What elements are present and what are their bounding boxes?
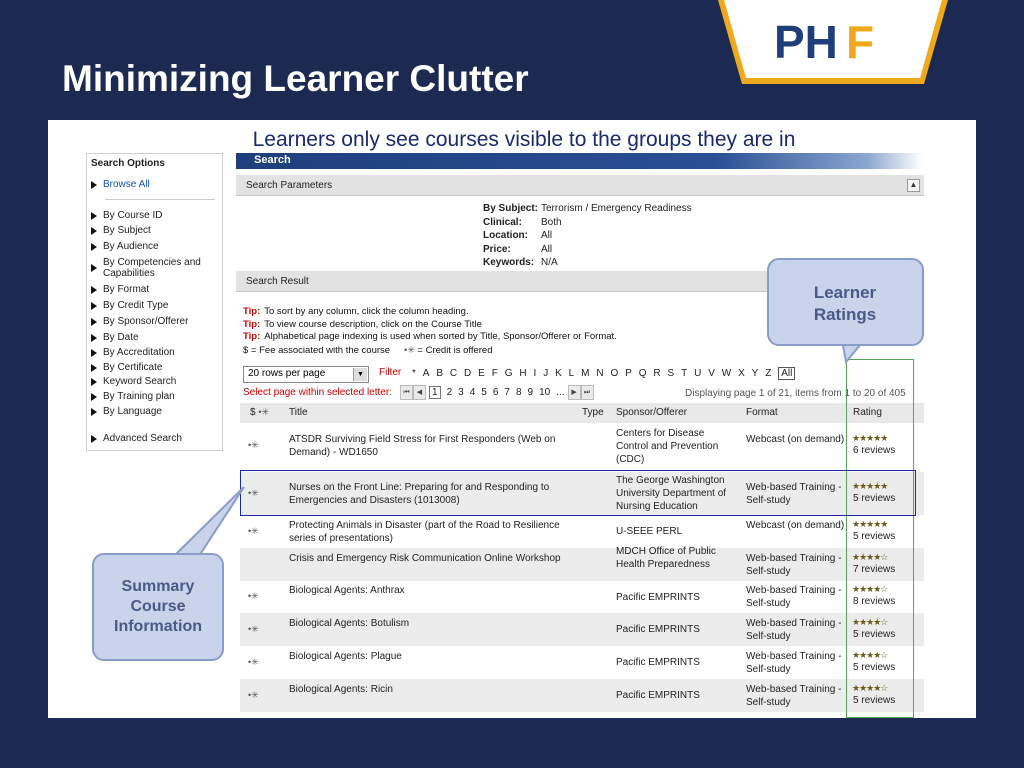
arrow-right-icon xyxy=(91,227,97,235)
course-format: Web-based Training - Self-study xyxy=(746,481,842,506)
arrow-right-icon xyxy=(91,408,97,416)
filter-letter[interactable]: K xyxy=(555,368,562,379)
course-format: Web-based Training - Self-study xyxy=(746,617,842,642)
credit-icon: •✳ xyxy=(404,344,415,355)
course-sponsor: U-SEEE PERL xyxy=(616,526,683,537)
star-rating: ★★★★★ xyxy=(852,433,888,443)
credit-icon: •✳ xyxy=(248,525,259,536)
filter-all[interactable]: All xyxy=(778,367,795,380)
search-result-bar: Search Result xyxy=(236,271,924,292)
sidebar-item-accreditation[interactable]: By Accreditation xyxy=(91,347,216,358)
filter-letter[interactable]: Q xyxy=(638,368,647,379)
param-location: Location: All xyxy=(483,230,553,241)
table-row xyxy=(240,581,924,613)
reviews-link[interactable]: 5 reviews xyxy=(853,492,896,504)
star-rating: ★★★★☆ xyxy=(852,649,888,660)
sidebar-item-credit-type[interactable]: By Credit Type xyxy=(91,300,216,311)
arrow-right-icon xyxy=(91,243,97,251)
reviews-link[interactable]: 7 reviews xyxy=(853,563,896,575)
page-number[interactable]: 4 xyxy=(469,387,476,398)
course-format: Web-based Training - Self-study xyxy=(746,585,842,609)
filter-letter[interactable]: H xyxy=(519,368,527,379)
filter-label: Filter xyxy=(379,367,402,378)
page-number[interactable]: 3 xyxy=(458,387,464,398)
reviews-link[interactable]: 6 reviews xyxy=(853,445,896,456)
sidebar-item-language[interactable]: By Language xyxy=(91,406,216,417)
star-rating: ★★★★★ xyxy=(852,480,888,491)
table-row xyxy=(240,646,924,679)
reviews-link[interactable]: 5 reviews xyxy=(853,628,896,640)
chevron-down-icon: ▼ xyxy=(353,368,367,381)
learner-ratings-callout: Learner Ratings xyxy=(767,258,924,346)
page-number[interactable]: ... xyxy=(556,387,565,398)
svg-text:F: F xyxy=(846,16,875,68)
table-row xyxy=(240,613,924,646)
course-title-link[interactable]: Crisis and Emergency Risk Communication Online Workshop xyxy=(289,552,561,564)
course-sponsor: Pacific EMPRINTS xyxy=(616,591,700,603)
course-format: Webcast (on demand) xyxy=(746,519,845,531)
filter-letter[interactable]: U xyxy=(694,368,702,379)
credit-icon: •✳ xyxy=(248,623,259,634)
slide-subtitle: Learners only see courses visible to the groups they are in xyxy=(252,128,796,151)
course-title-link[interactable]: Biological Agents: Anthrax xyxy=(289,585,405,596)
arrow-right-icon xyxy=(91,264,97,272)
page-number[interactable]: 7 xyxy=(504,387,510,398)
sidebar-item-keyword-search[interactable]: Keyword Search xyxy=(91,376,216,387)
course-format: Webcast (on demand) xyxy=(746,434,845,445)
course-sponsor: Pacific EMPRINTS xyxy=(616,690,700,701)
sidebar-item-date[interactable]: By Date xyxy=(91,332,216,343)
first-page-icon[interactable]: ⏮ xyxy=(400,385,413,400)
collapse-params-button[interactable]: ▲ xyxy=(907,179,920,192)
star-rating: ★★★★☆ xyxy=(852,682,888,693)
filter-letter[interactable]: B xyxy=(436,368,444,379)
sidebar-item-competencies[interactable]: By Competencies and Capabilities xyxy=(91,257,216,279)
arrow-right-icon xyxy=(91,212,97,220)
sidebar-item-training-plan[interactable]: By Training plan xyxy=(91,391,216,402)
phf-logo xyxy=(718,0,948,88)
sidebar-item-course-id[interactable]: By Course ID xyxy=(91,210,216,221)
param-subject: By Subject: Terrorism / Emergency Readiness xyxy=(483,203,692,214)
arrow-right-icon xyxy=(91,393,97,401)
rating-highlight-box xyxy=(846,359,914,718)
page-number[interactable]: 2 xyxy=(446,387,453,398)
next-page-icon[interactable]: ▶ xyxy=(568,385,581,400)
filter-letter[interactable]: A xyxy=(422,368,430,379)
slide-title: Minimizing Learner Clutter xyxy=(62,58,529,99)
arrow-right-icon xyxy=(91,318,97,326)
filter-letter[interactable]: R xyxy=(653,368,661,379)
credit-icon: •✳ xyxy=(248,591,259,601)
filter-letter[interactable]: G xyxy=(504,368,513,379)
filter-letter[interactable]: S xyxy=(667,368,675,379)
last-page-icon[interactable]: ⏭ xyxy=(581,385,594,400)
course-sponsor: Centers for Disease Control and Prevention (CDC) xyxy=(616,427,719,465)
filter-letter[interactable]: Y xyxy=(751,368,759,379)
reviews-link[interactable]: 5 reviews xyxy=(853,661,896,673)
table-row xyxy=(240,515,924,548)
search-parameters-bar: Search Parameters ▲ xyxy=(236,175,924,196)
svg-text:PH: PH xyxy=(774,16,838,68)
arrow-right-icon xyxy=(91,334,97,342)
filter-letter[interactable]: V xyxy=(708,368,715,379)
course-title-link[interactable]: ATSDR Surviving Field Stress for First Responders (Web on Demand) - WD1650 xyxy=(289,434,556,458)
filter-letter[interactable]: M xyxy=(581,368,590,379)
sidebar-item-subject[interactable]: By Subject xyxy=(91,225,216,236)
summary-course-info-callout: Summary Course Information xyxy=(92,553,224,661)
credit-icon: •✳ xyxy=(248,656,259,667)
page-number[interactable]: 10 xyxy=(539,387,551,398)
filter-letter[interactable]: D xyxy=(464,368,472,379)
arrow-right-icon xyxy=(91,286,97,294)
tip-2: Tip: To view course description, click on the Course Title xyxy=(243,318,482,330)
page-number[interactable]: 9 xyxy=(527,387,534,398)
credit-icon: •✳ xyxy=(248,440,259,450)
page-number[interactable]: 1 xyxy=(429,386,441,399)
credit-icon: •✳ xyxy=(248,487,259,498)
filter-letter[interactable]: O xyxy=(610,368,619,379)
summary-highlight-box xyxy=(240,470,916,516)
tip-1: Tip: To sort by any column, click the column heading. xyxy=(243,306,469,317)
sidebar-item-audience[interactable]: By Audience xyxy=(91,241,216,252)
reviews-link[interactable]: 5 reviews xyxy=(853,694,896,706)
course-title-link[interactable]: Biological Agents: Plague xyxy=(289,650,402,662)
arrow-right-icon xyxy=(91,364,97,372)
star-rating: ★★★★☆ xyxy=(852,616,888,627)
star-rating: ★★★★☆ xyxy=(852,584,888,594)
filter-letter[interactable]: W xyxy=(721,368,732,379)
filter-letter[interactable]: E xyxy=(478,368,485,379)
table-header xyxy=(240,403,924,423)
table-row xyxy=(240,679,924,712)
param-price: Price: All xyxy=(483,243,553,255)
filter-letter[interactable]: N xyxy=(596,368,604,379)
course-format: Web-based Training - Self-study xyxy=(746,650,842,675)
col-sponsor[interactable]: Sponsor/Offerer xyxy=(616,407,687,418)
star-rating: ★★★★★ xyxy=(852,518,888,529)
filter-letter[interactable]: L xyxy=(568,368,575,379)
page-number[interactable]: 6 xyxy=(492,387,499,398)
sidebar-heading: Search Options xyxy=(91,158,165,169)
arrow-right-icon xyxy=(91,349,97,357)
tip-3: Tip: Alphabetical page indexing is used when sorted by Title, Sponsor/Offerer or Format. xyxy=(243,331,617,342)
reviews-link[interactable]: 8 reviews xyxy=(853,596,896,607)
tips xyxy=(243,306,617,357)
param-clinical: Clinical: Both xyxy=(483,216,562,228)
prev-page-icon[interactable]: ◀ xyxy=(413,385,426,400)
arrow-right-icon xyxy=(91,181,97,189)
col-type[interactable]: Type xyxy=(582,407,604,418)
sidebar-item-format[interactable]: By Format xyxy=(91,284,216,295)
star-rating: ★★★★☆ xyxy=(852,551,888,562)
col-title[interactable]: Title xyxy=(289,407,308,418)
filter-letter[interactable]: I xyxy=(533,368,537,379)
pager xyxy=(400,385,594,400)
search-options-sidebar xyxy=(86,153,223,451)
page-number[interactable]: 8 xyxy=(515,387,522,398)
rows-per-page-select[interactable]: 20 rows per page ▼ xyxy=(243,366,369,383)
filter-letter[interactable]: J xyxy=(543,368,549,379)
course-title-link[interactable]: Nurses on the Front Line: Preparing for and Responding to Emergencies and Disasters (1013008) xyxy=(289,481,550,506)
param-keywords: Keywords: N/A xyxy=(483,257,558,268)
course-sponsor: Pacific EMPRINTS xyxy=(616,657,700,668)
course-title-link[interactable]: Protecting Animals in Disaster (part of the Road to Resilience series of presentations) xyxy=(289,519,560,544)
filter-letter[interactable]: P xyxy=(625,368,632,379)
col-rating[interactable]: Rating xyxy=(853,407,882,418)
filter-letter[interactable]: F xyxy=(491,368,498,379)
course-format: Web-based Training - Self-study xyxy=(746,552,842,577)
course-sponsor: The George Washington University Department of Nursing Education xyxy=(616,475,727,512)
sidebar-item-advanced-search[interactable]: Advanced Search xyxy=(91,433,216,444)
page-number[interactable]: 5 xyxy=(481,387,487,398)
filter-letter[interactable]: C xyxy=(449,368,458,379)
legend: $ = Fee associated with the course •✳ = Credit is offered xyxy=(243,344,493,356)
arrow-right-icon xyxy=(91,302,97,310)
table-row xyxy=(240,548,924,581)
col-format[interactable]: Format xyxy=(746,407,778,418)
select-page-label: Select page within selected letter: xyxy=(243,387,392,398)
filter-letter[interactable]: X xyxy=(738,368,745,379)
filter-letter[interactable]: Z xyxy=(765,368,772,379)
course-title-link[interactable]: Biological Agents: Botulism xyxy=(289,617,410,629)
course-sponsor: Pacific EMPRINTS xyxy=(616,624,700,635)
credit-icon: •✳ xyxy=(248,689,259,700)
filter-letter[interactable]: * xyxy=(412,368,416,379)
displaying-text: Displaying page 1 of 21, items from 1 to 20 of 405 xyxy=(685,388,906,399)
filter-letter[interactable]: T xyxy=(681,368,688,379)
sidebar-item-certificate[interactable]: By Certificate xyxy=(91,362,216,373)
letter-filter xyxy=(412,367,795,380)
reviews-link[interactable]: 5 reviews xyxy=(853,530,896,542)
table-row xyxy=(240,424,924,468)
course-sponsor: MDCH Office of Public Health Preparedness xyxy=(616,546,716,570)
arrow-right-icon xyxy=(91,435,97,443)
sidebar-item-sponsor[interactable]: By Sponsor/Offerer xyxy=(91,316,216,327)
arrow-right-icon xyxy=(91,378,97,386)
col-fee[interactable]: $ •✳ xyxy=(250,407,270,418)
sidebar-divider xyxy=(105,199,215,200)
course-title-link[interactable]: Biological Agents: Ricin xyxy=(289,683,393,695)
search-header: Search xyxy=(236,153,922,169)
course-format: Web-based Training - Self-study xyxy=(746,683,842,708)
sidebar-item-browse-all[interactable]: Browse All xyxy=(91,179,216,190)
